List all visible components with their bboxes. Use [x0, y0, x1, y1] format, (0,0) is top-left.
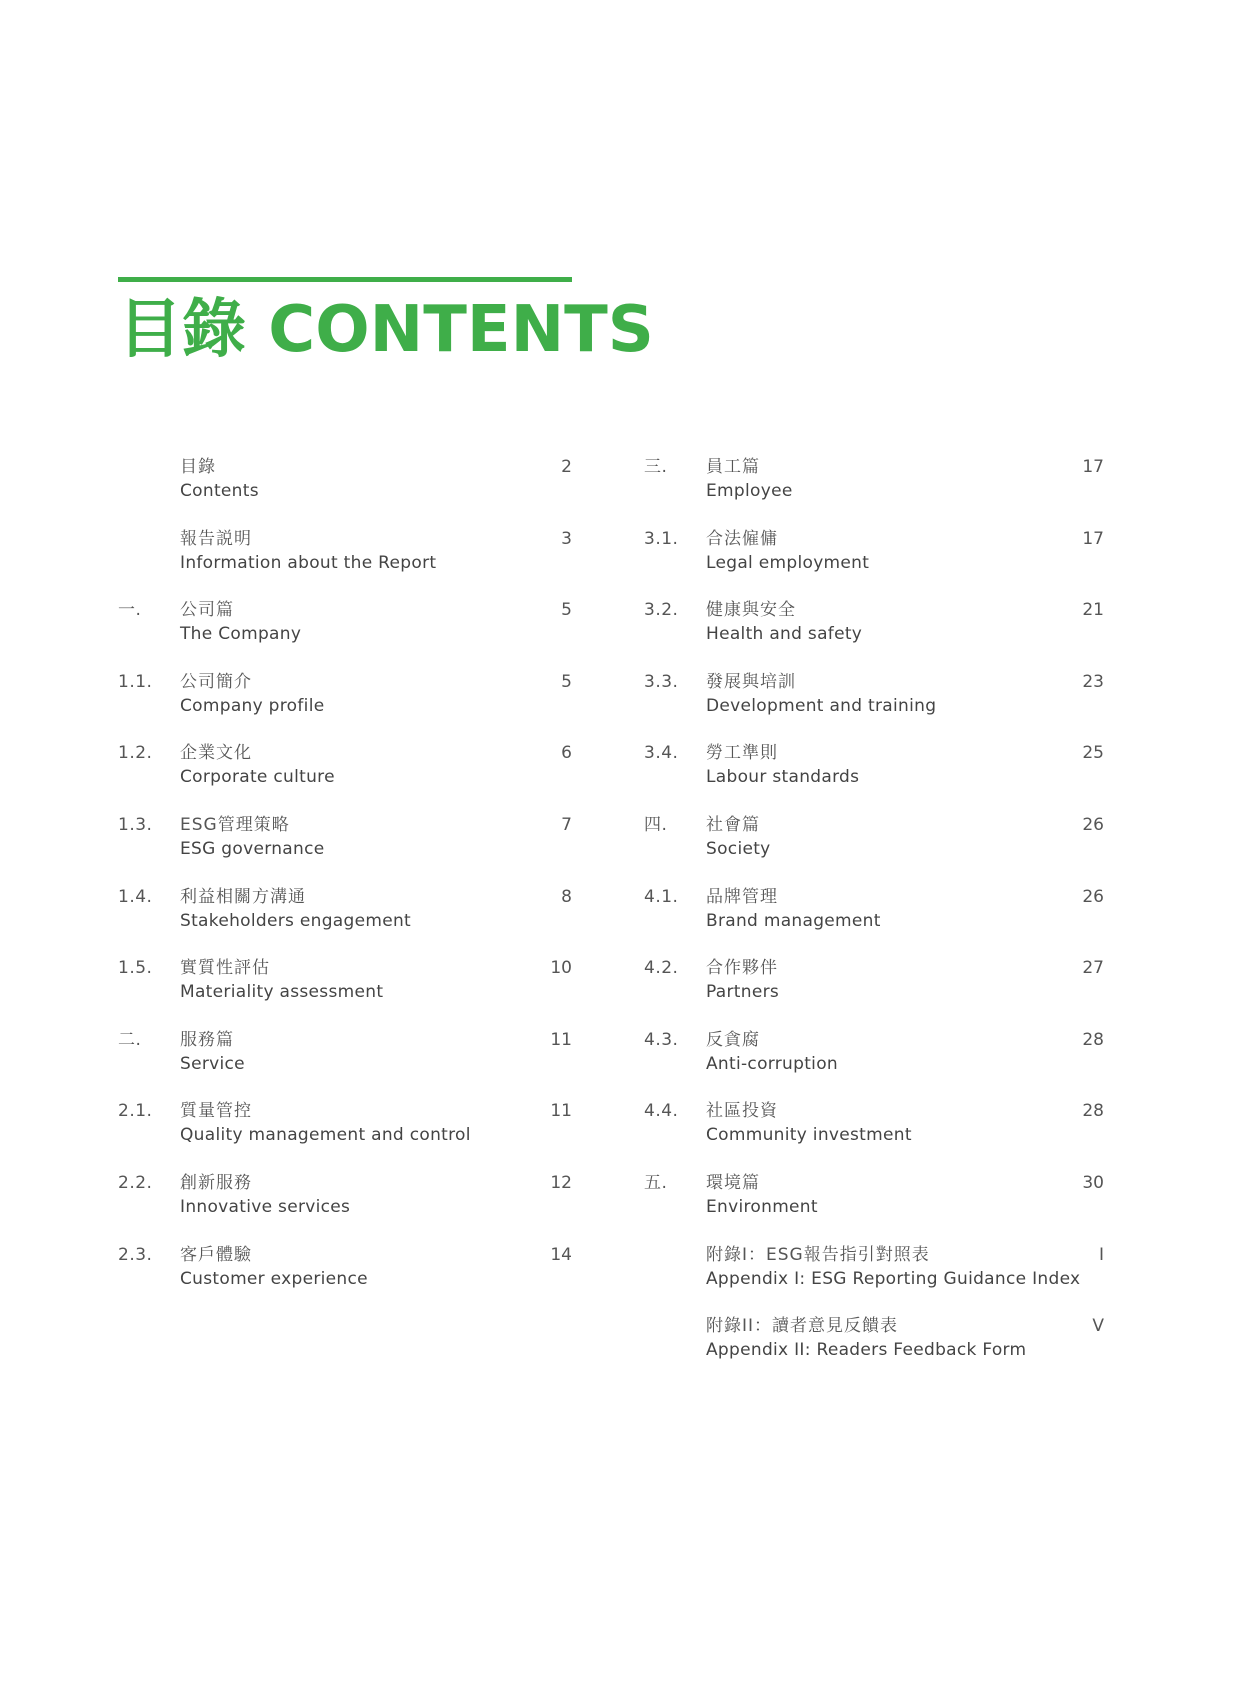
toc-entry[interactable] — [644, 1028, 1114, 1100]
toc-left-column — [118, 455, 588, 1314]
entry-title-chinese: ESG管理策略 — [180, 814, 290, 835]
entry-title-english: Appendix II: Readers Feedback Form — [706, 1340, 1027, 1361]
section-number: 五. — [644, 1172, 668, 1193]
entry-title-chinese: 公司篇 — [180, 600, 234, 621]
section-number: 1.1. — [118, 671, 153, 692]
page-number: 14 — [550, 1244, 572, 1265]
entry-title-english: Appendix I: ESG Reporting Guidance Index — [706, 1268, 1081, 1289]
section-number: 四. — [644, 814, 668, 835]
section-number: 4.3. — [644, 1029, 679, 1050]
entry-title-english: Society — [706, 838, 771, 859]
entry-title-english: Information about the Report — [180, 552, 437, 573]
entry-title-english: Development and training — [706, 695, 937, 716]
page-number: 5 — [561, 600, 572, 621]
entry-title-english: Anti-corruption — [706, 1053, 838, 1074]
entry-title-chinese: 健康與安全 — [706, 600, 796, 621]
toc-entry[interactable] — [118, 741, 588, 813]
entry-title-english: Innovative services — [180, 1196, 351, 1217]
page-number: 2 — [561, 457, 572, 477]
entry-title-english: ESG governance — [180, 838, 325, 859]
toc-entry[interactable] — [118, 1028, 588, 1100]
page-number: 26 — [1082, 886, 1104, 907]
entry-title-chinese: 反貪腐 — [706, 1029, 760, 1050]
page-number: 25 — [1082, 743, 1104, 764]
entry-title-chinese: 附錄I：ESG報告指引對照表 — [706, 1244, 930, 1265]
entry-title-chinese: 勞工準則 — [706, 743, 778, 764]
toc-entry[interactable] — [644, 1171, 1114, 1243]
toc-entry[interactable] — [118, 1171, 588, 1243]
entry-title-chinese: 員工篇 — [706, 457, 760, 477]
entry-title-chinese: 社區投資 — [706, 1101, 778, 1122]
page-number: 26 — [1082, 814, 1104, 835]
section-number: 3.2. — [644, 600, 679, 621]
entry-title-english: Health and safety — [706, 624, 863, 645]
section-number: 3.1. — [644, 528, 679, 549]
entry-title-chinese: 創新服務 — [180, 1172, 252, 1193]
section-number: 1.5. — [118, 958, 153, 979]
entry-title-chinese: 附錄II：讀者意見反饋表 — [706, 1316, 899, 1337]
entry-title-chinese: 實質性評估 — [180, 958, 270, 979]
toc-entry[interactable] — [644, 741, 1114, 813]
section-number: 4.2. — [644, 958, 679, 979]
page-number: 17 — [1082, 528, 1104, 549]
section-number: 二. — [118, 1029, 142, 1050]
page-number: V — [1092, 1316, 1104, 1337]
page-number: 27 — [1082, 958, 1104, 979]
entry-title-english: Company profile — [180, 695, 325, 716]
page-number: 3 — [561, 528, 572, 549]
title-rule — [118, 277, 572, 282]
page-number: 17 — [1082, 457, 1104, 477]
page-number: 12 — [550, 1172, 572, 1193]
page-number: 11 — [550, 1029, 572, 1050]
toc-entry[interactable] — [644, 670, 1114, 742]
section-number: 3.3. — [644, 671, 679, 692]
entry-title-english: Labour standards — [706, 767, 860, 788]
toc-entry[interactable] — [118, 885, 588, 957]
entry-title-english: Community investment — [706, 1125, 912, 1146]
toc-entry[interactable] — [118, 670, 588, 742]
page-number: 23 — [1082, 671, 1104, 692]
page-number: 11 — [550, 1101, 572, 1122]
toc-right-column — [644, 455, 1114, 1386]
section-number: 2.3. — [118, 1244, 153, 1265]
toc-entry[interactable] — [118, 598, 588, 670]
entry-title-english: Brand management — [706, 910, 881, 931]
entry-title-chinese: 合作夥伴 — [706, 958, 778, 979]
entry-title-english: Environment — [706, 1196, 818, 1217]
section-number: 3.4. — [644, 743, 679, 764]
section-number: 一. — [118, 600, 142, 621]
entry-title-chinese: 報告説明 — [180, 528, 252, 549]
page-number: 6 — [561, 743, 572, 764]
entry-title-chinese: 質量管控 — [180, 1101, 252, 1122]
page-number: 30 — [1082, 1172, 1104, 1193]
entry-title-english: Corporate culture — [180, 767, 335, 788]
entry-title-chinese: 服務篇 — [180, 1029, 234, 1050]
toc-entry[interactable] — [118, 1243, 588, 1315]
page-number: 5 — [561, 671, 572, 692]
entry-title-english: The Company — [180, 624, 302, 645]
entry-title-chinese: 品牌管理 — [706, 886, 778, 907]
toc-entry[interactable] — [644, 527, 1114, 599]
section-number: 2.2. — [118, 1172, 153, 1193]
section-number: 4.1. — [644, 886, 679, 907]
page-number: 28 — [1082, 1029, 1104, 1050]
section-number: 1.4. — [118, 886, 153, 907]
toc-entry[interactable] — [644, 1243, 1114, 1315]
entry-title-chinese: 企業文化 — [180, 743, 252, 764]
page-title: 目錄 CONTENTS — [118, 293, 654, 367]
entry-title-english: Contents — [180, 481, 259, 501]
toc-entry[interactable] — [644, 956, 1114, 1028]
toc-entry[interactable] — [644, 598, 1114, 670]
entry-title-chinese: 利益相關方溝通 — [180, 886, 306, 907]
entry-title-english: Partners — [706, 982, 780, 1003]
entry-title-chinese: 發展與培訓 — [706, 671, 796, 692]
section-number: 1.3. — [118, 814, 153, 835]
toc-entry[interactable] — [118, 813, 588, 885]
section-number: 三. — [644, 457, 668, 477]
entry-title-chinese: 社會篇 — [706, 814, 760, 835]
page-number: 10 — [550, 958, 572, 979]
toc-entry[interactable] — [118, 956, 588, 1028]
toc-entry[interactable] — [118, 527, 588, 599]
toc-entry[interactable] — [644, 1314, 1114, 1386]
entry-title-chinese: 目錄 — [180, 457, 216, 477]
page-number: 7 — [561, 814, 572, 835]
page-number: I — [1098, 1244, 1104, 1265]
page-number: 21 — [1082, 600, 1104, 621]
entry-title-english: Service — [180, 1053, 245, 1074]
entry-title-chinese: 客戶體驗 — [180, 1244, 252, 1265]
toc-entry[interactable] — [644, 1099, 1114, 1171]
entry-title-chinese: 環境篇 — [706, 1172, 760, 1193]
section-number: 4.4. — [644, 1101, 679, 1122]
toc-entry[interactable] — [118, 455, 588, 527]
section-number: 1.2. — [118, 743, 153, 764]
entry-title-english: Stakeholders engagement — [180, 910, 412, 931]
entry-title-english: Customer experience — [180, 1268, 368, 1289]
entry-title-english: Employee — [706, 481, 793, 501]
entry-title-chinese: 合法僱傭 — [706, 528, 778, 549]
page-number: 8 — [561, 886, 572, 907]
section-number: 2.1. — [118, 1101, 153, 1122]
toc-entry[interactable] — [644, 455, 1114, 527]
entry-title-english: Quality management and control — [180, 1125, 471, 1146]
entry-title-chinese: 公司簡介 — [180, 671, 252, 692]
toc-entry[interactable] — [644, 885, 1114, 957]
toc-entry[interactable] — [644, 813, 1114, 885]
toc-entry[interactable] — [118, 1099, 588, 1171]
entry-title-english: Materiality assessment — [180, 982, 384, 1003]
page-number: 28 — [1082, 1101, 1104, 1122]
entry-title-english: Legal employment — [706, 552, 870, 573]
